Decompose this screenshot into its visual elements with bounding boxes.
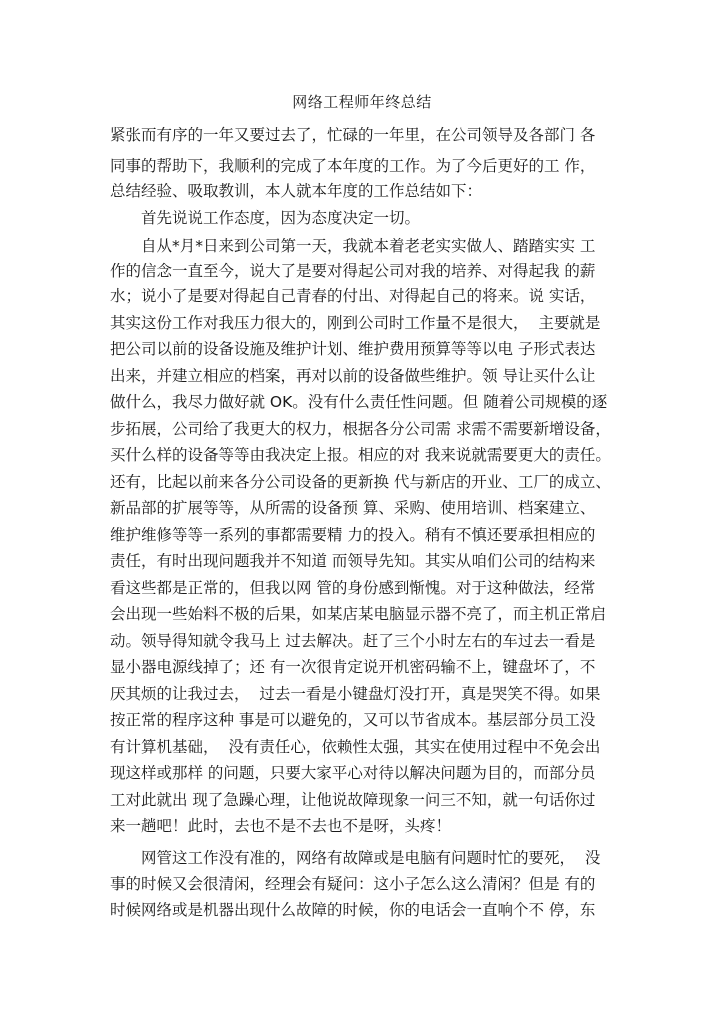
paragraph-line: 做什么，我尽力做好就 OK。没有什么责任性问题。但 随着公司规模的逐	[110, 393, 608, 411]
paragraph-line: 责任，有时出现问题我并不知道 而领导先知。其实从咱们公司的结构来	[110, 552, 596, 570]
paragraph-line: 时候网络或是机器出现什么故障的时候，你的电话会一直响个不 停，东	[110, 901, 596, 919]
paragraph-line: 事的时候又会很清闲，经理会有疑问：这小子怎么这么清闲？但是 有的	[110, 875, 596, 893]
paragraph-line: 工对此就出 现了急躁心理，让他说故障现象一问三不知，就一句话你过	[110, 791, 596, 809]
paragraph-line: 还有，比起以前来各分公司设备的更新换 代与新店的开业、工厂的成立、	[110, 473, 611, 491]
paragraph-line: 网管这工作没有准的，网络有故障或是电脑有问题时忙的要死， 没	[110, 849, 601, 867]
paragraph-line: 按正常的程序这种 事是可以避免的，又可以节省成本。基层部分员工没	[110, 711, 596, 729]
paragraph-line: 有计算机基础， 没有责任心，依赖性太强，其实在使用过程中不免会出	[110, 738, 601, 756]
paragraph-line: 作的信念一直至今，说大了是要对得起公司对我的培养、对得起我 的薪	[110, 262, 596, 280]
paragraph-line: 同事的帮助下，我顺利的完成了本年度的工作。为了今后更好的工 作，	[110, 157, 596, 175]
paragraph-line: 自从*月*日来到公司第一天，我就本着老老实实做人、踏踏实实 工	[110, 237, 596, 255]
paragraph-line: 来一趟吧！此时，去也不是不去也不是呀，头疼！	[110, 817, 452, 835]
paragraph-line: 水；说小了是要对得起自己青春的付出、对得起自己的将来。说 实话，	[110, 287, 596, 305]
paragraph-line: 把公司以前的设备设施及维护计划、维护费用预算等等以电 子形式表达	[110, 340, 596, 358]
paragraph-line: 总结经验、吸取教训，本人就本年度的工作总结如下：	[110, 182, 483, 200]
paragraph-line: 维护维修等等一系列的事都需要精 力的投入。稍有不慎还要承担相应的	[110, 526, 596, 544]
paragraph-line: 首先说说工作态度，因为态度决定一切。	[110, 209, 421, 227]
paragraph-line: 厌其烦的让我过去， 过去一看是小键盘灯没打开，真是哭笑不得。如果	[110, 685, 601, 703]
paragraph-line: 动。领导得知就令我马上 过去解决。赶了三个小时左右的车过去一看是	[110, 632, 596, 650]
paragraph-line: 新品部的扩展等等，从所需的设备预 算、采购、使用培训、档案建立、	[110, 499, 596, 517]
paragraph-line: 其实这份工作对我压力很大的，刚到公司时工作量不是很大， 主要就是	[110, 314, 601, 332]
paragraph-line: 步拓展，公司给了我更大的权力，根据各分公司需 求需不需要新增设备，	[110, 420, 611, 438]
paragraph-line: 紧张而有序的一年又要过去了，忙碌的一年里，在公司领导及各部门 各	[110, 126, 596, 144]
paragraph-line: 现这样或那样 的问题，只要大家平心对待以解决问题为目的，而部分员	[110, 764, 596, 782]
paragraph-line: 看这些都是正常的，但我以网 管的身份感到惭愧。对于这种做法，经常	[110, 579, 596, 597]
paragraph-line: 出来，并建立相应的档案，再对以前的设备做些维护。领 导让买什么让	[110, 367, 596, 385]
paragraph-line: 会出现一些始料不极的后果，如某店某电脑显示器不亮了，而主机正常启	[110, 605, 607, 623]
document-title: 网络工程师年终总结	[292, 93, 432, 111]
paragraph-line: 买什么样的设备等等由我决定上报。相应的对 我来说就需要更大的责任。	[110, 446, 611, 464]
paragraph-line: 显小器电源线掉了；还 有一次很肯定说开机密码输不上，键盘坏了，不	[110, 658, 596, 676]
